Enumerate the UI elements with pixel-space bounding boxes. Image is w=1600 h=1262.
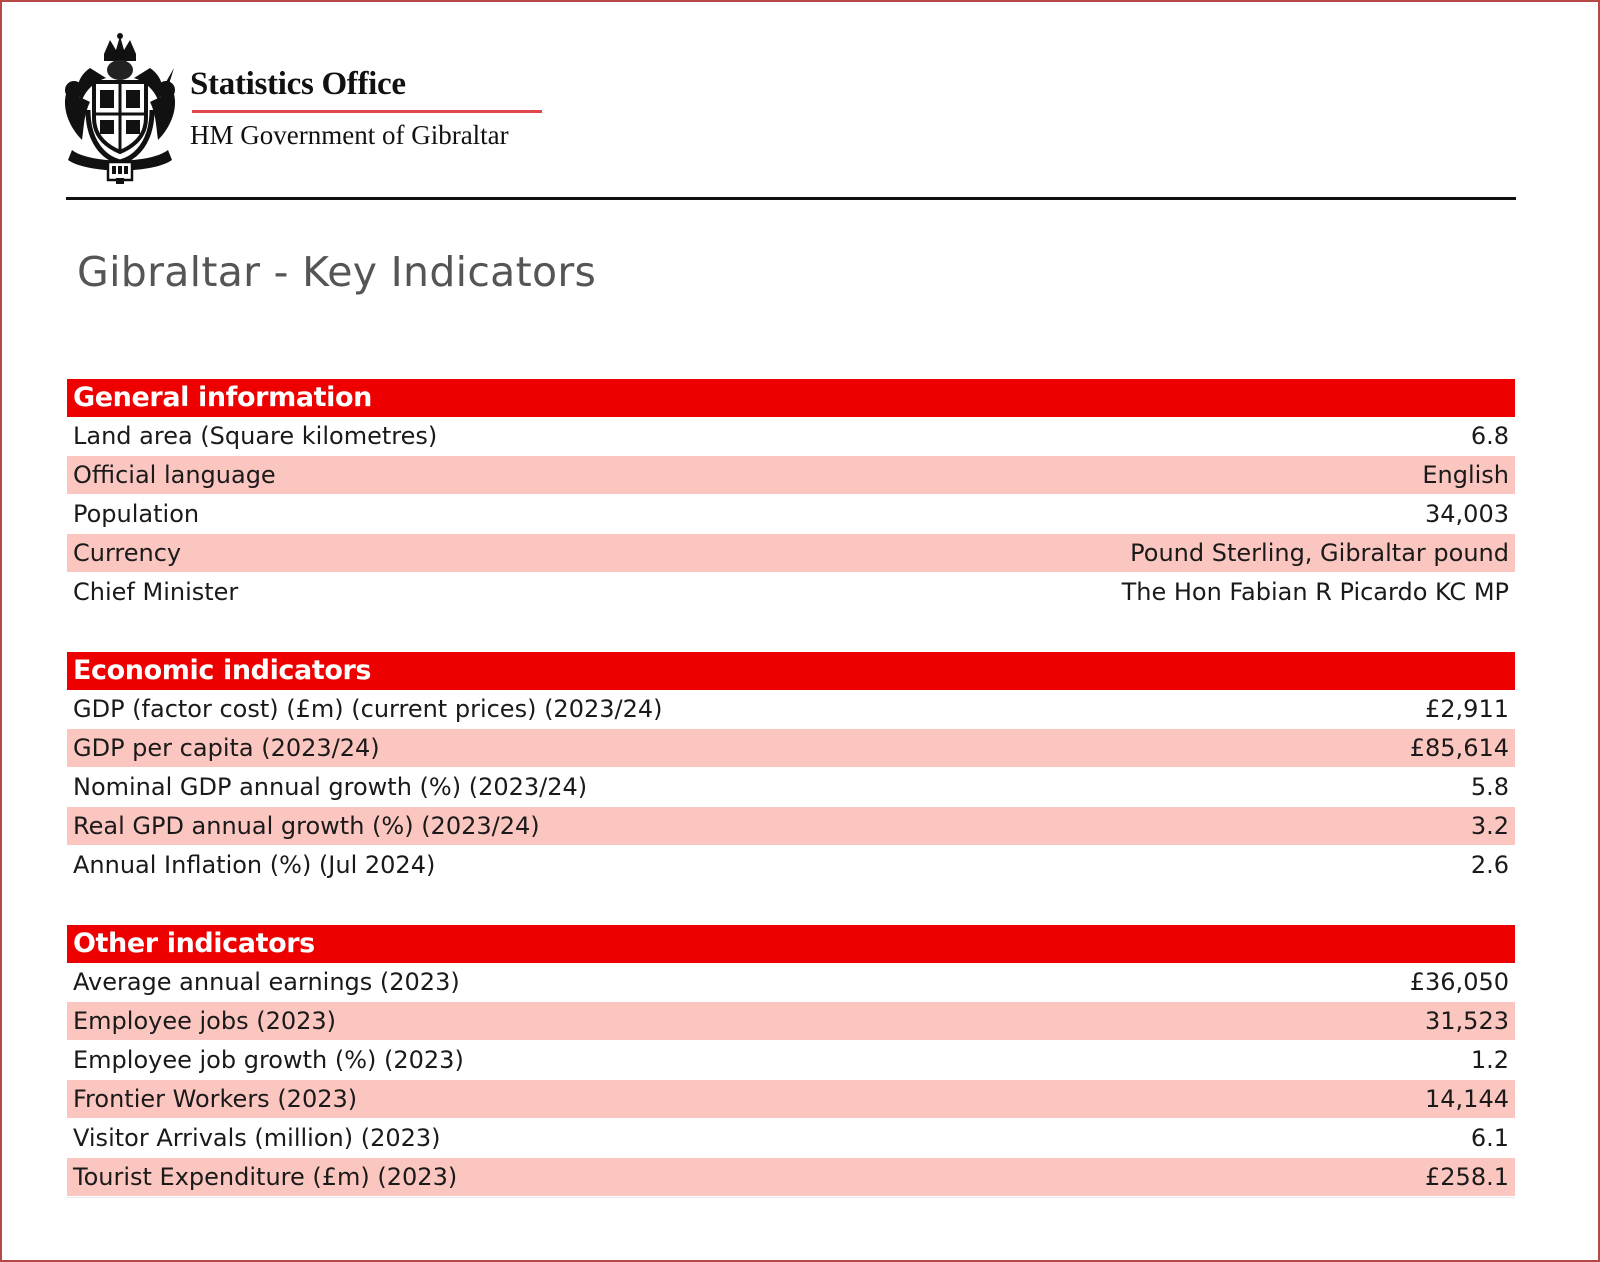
row-label: Nominal GDP annual growth (%) (2023/24) [73,773,588,801]
table-row [67,963,1515,1002]
table-row [67,846,1515,885]
row-value: £258.1 [1425,1163,1509,1191]
table-row [67,729,1515,768]
section-header: Economic indicators [67,652,1515,690]
table-row [67,1080,1515,1119]
row-value: 14,144 [1425,1085,1509,1113]
row-value: 31,523 [1425,1007,1509,1035]
row-label: Tourist Expenditure (£m) (2023) [73,1163,458,1191]
table-row [67,534,1515,573]
row-value: £85,614 [1409,734,1509,762]
row-value: £36,050 [1409,968,1509,996]
org-divider [192,110,542,113]
row-value: English [1422,461,1509,489]
row-value: 6.1 [1470,1124,1509,1152]
row-label: Average annual earnings (2023) [73,968,460,996]
table-row [67,768,1515,807]
org-name: Statistics Office [190,66,406,102]
table-row [67,1041,1515,1080]
org-subtitle: HM Government of Gibraltar [190,120,509,150]
row-value: 2.6 [1470,851,1509,879]
section-rows [67,963,1515,1198]
row-label: Land area (Square kilometres) [73,422,438,450]
row-value: 3.2 [1470,812,1509,840]
section-header: Other indicators [67,925,1515,963]
row-value: 5.8 [1470,773,1509,801]
table-row [67,495,1515,534]
table-row [67,573,1515,612]
row-label: Currency [73,539,182,567]
coat-of-arms-icon [60,32,180,184]
row-label: Visitor Arrivals (million) (2023) [73,1124,441,1152]
row-label: Real GPD annual growth (%) (2023/24) [73,812,540,840]
row-label: GDP (factor cost) (£m) (current prices) (2023/24) [73,695,663,723]
header-divider [66,197,1516,200]
row-label: GDP per capita (2023/24) [73,734,380,762]
indicators-tables [67,379,1515,1238]
table-row [67,456,1515,495]
row-label: Employee jobs (2023) [73,1007,337,1035]
row-label: Frontier Workers (2023) [73,1085,358,1113]
table-row [67,1002,1515,1041]
row-label: Annual Inflation (%) (Jul 2024) [73,851,436,879]
row-label: Chief Minister [73,578,239,606]
row-value: 6.8 [1470,422,1509,450]
row-label: Population [73,500,200,528]
section-economic-indicators [67,652,1515,885]
table-row [67,417,1515,456]
section-other-indicators [67,925,1515,1198]
table-row [67,1119,1515,1158]
section-rows [67,417,1515,612]
section-header: General information [67,379,1515,417]
section-rows [67,690,1515,885]
section-general-information [67,379,1515,612]
row-value: £2,911 [1425,695,1509,723]
table-row [67,807,1515,846]
page-title: Gibraltar - Key Indicators [77,248,597,296]
table-row [67,1158,1515,1197]
row-label: Official language [73,461,276,489]
row-value: The Hon Fabian R Picardo KC MP [1121,578,1509,606]
row-label: Employee job growth (%) (2023) [73,1046,464,1074]
row-value: 1.2 [1470,1046,1509,1074]
table-row [67,690,1515,729]
row-value: Pound Sterling, Gibraltar pound [1130,539,1509,567]
row-value: 34,003 [1425,500,1509,528]
